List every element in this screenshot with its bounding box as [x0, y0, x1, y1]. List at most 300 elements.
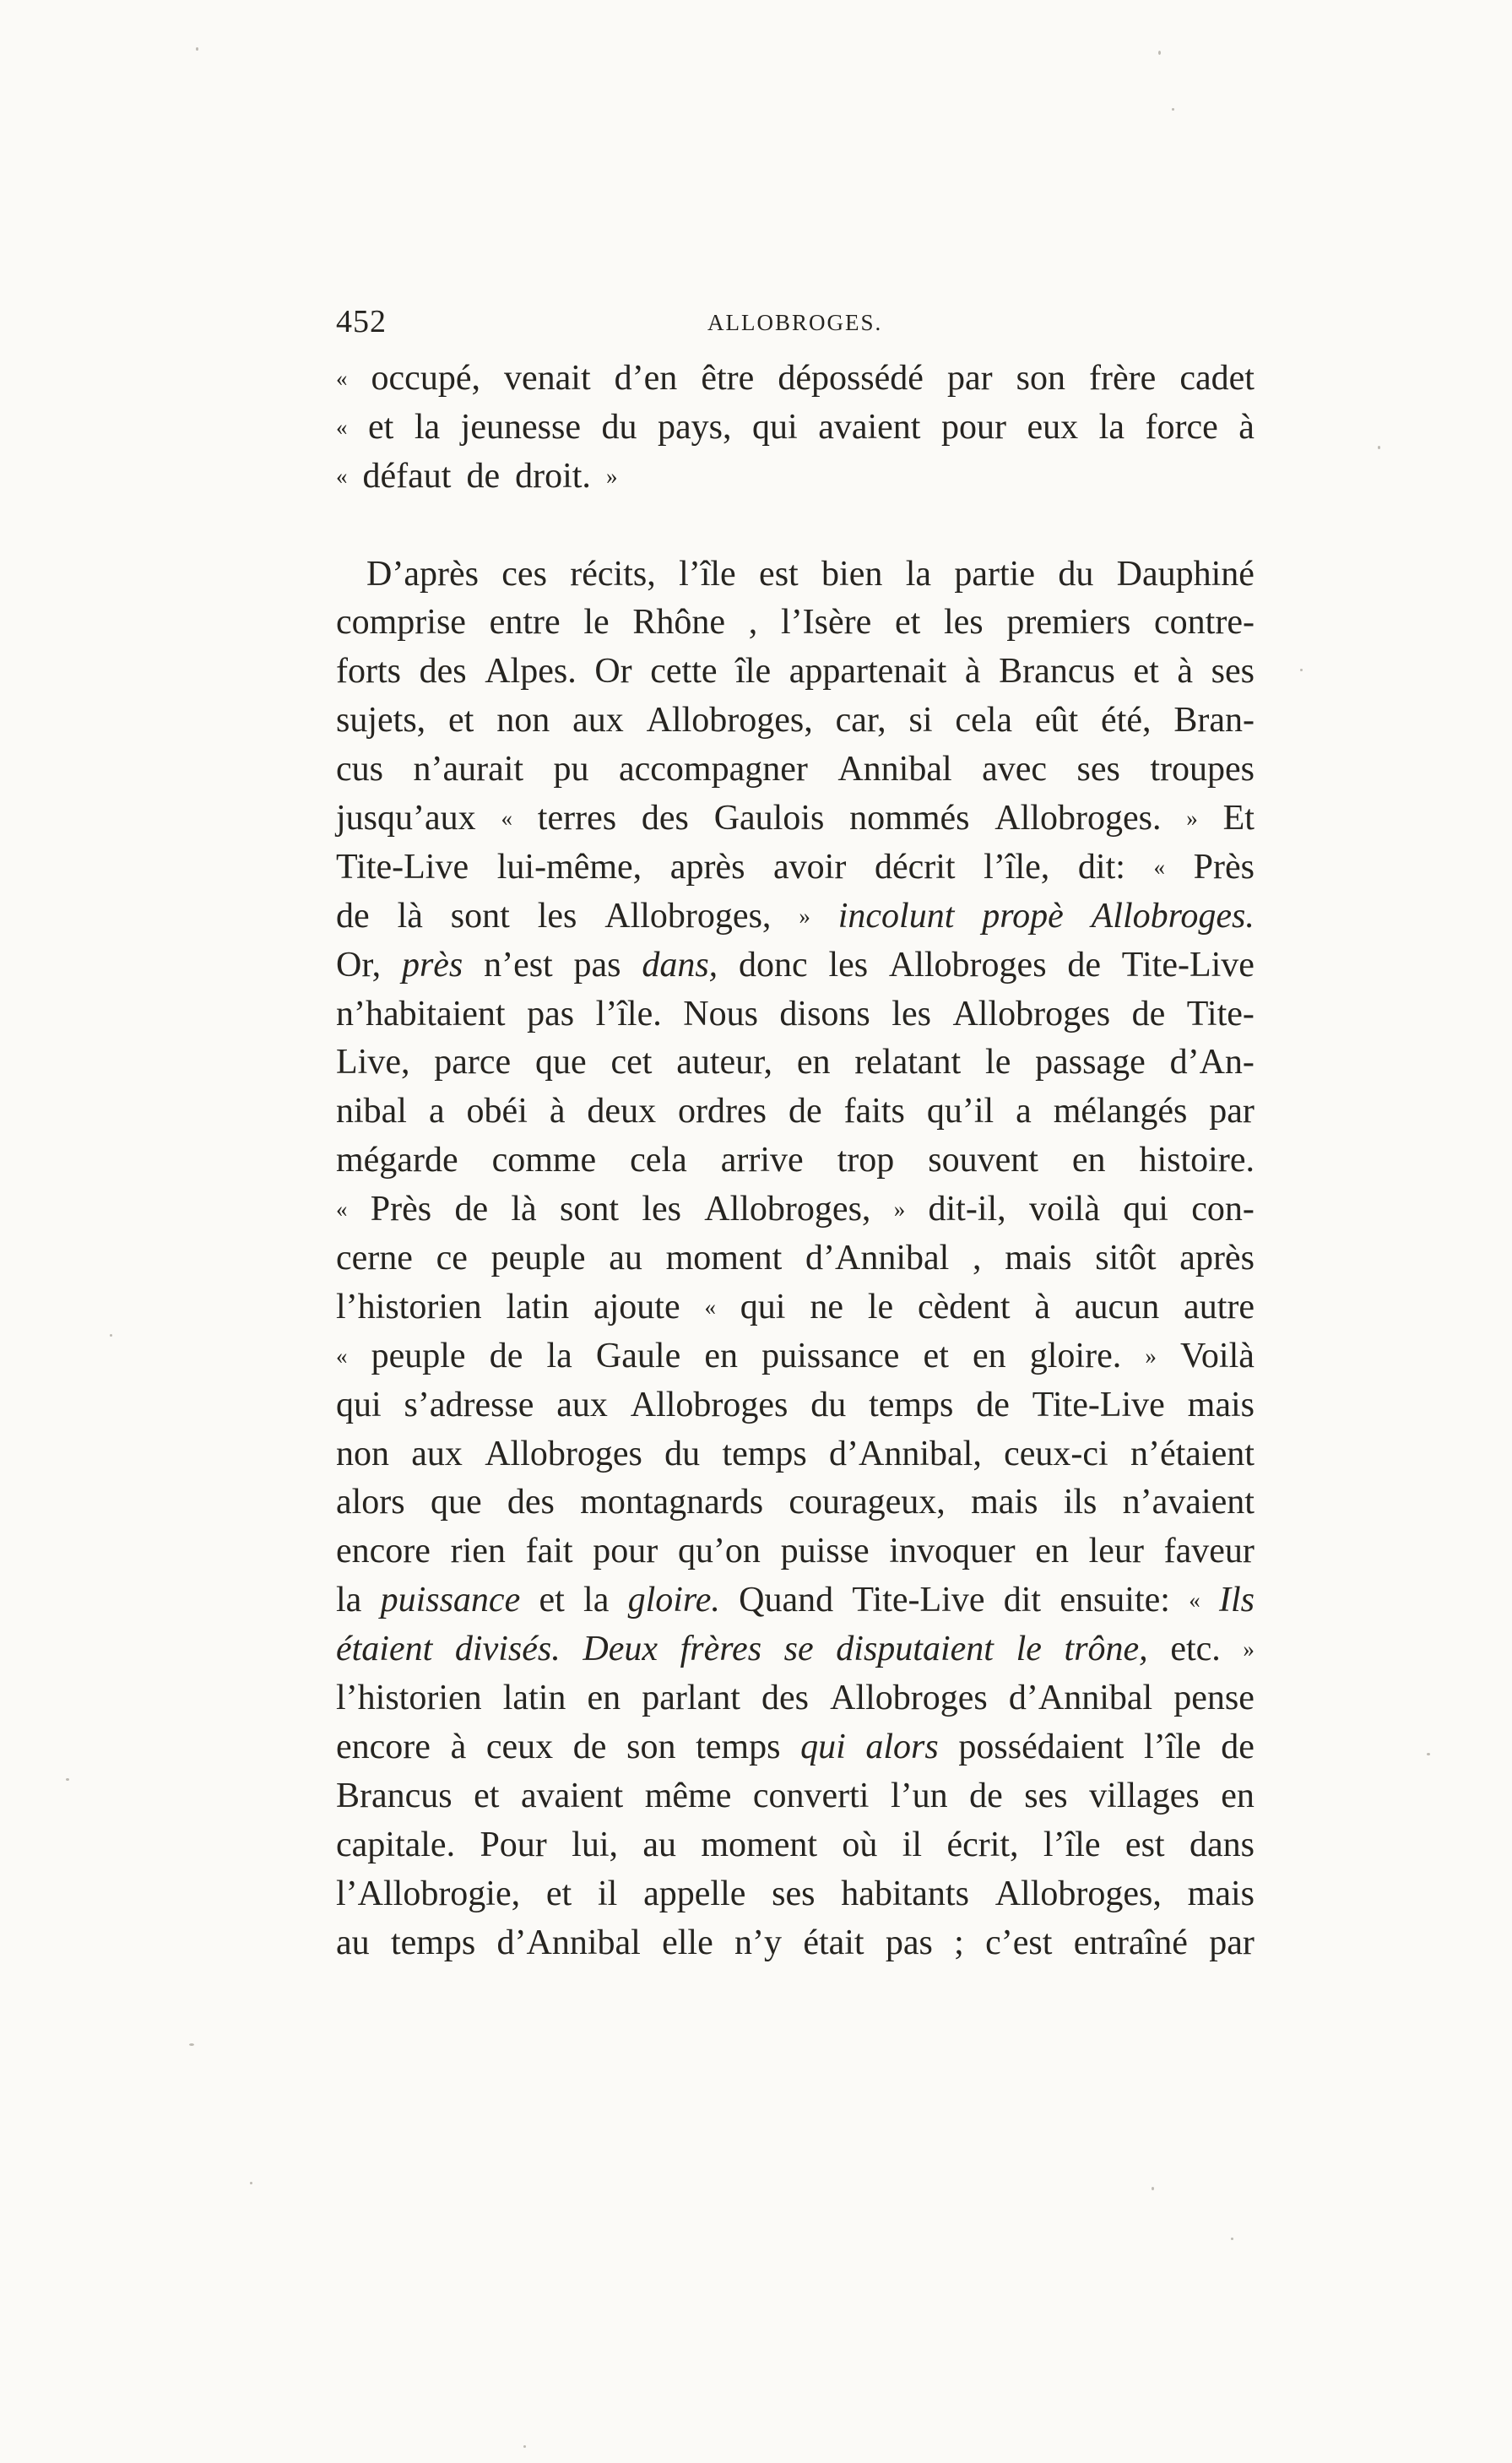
- word: l’île.: [595, 994, 662, 1033]
- word: du: [664, 1434, 701, 1473]
- word: Or: [594, 652, 632, 692]
- scan-speck: [250, 2182, 252, 2184]
- word: le: [583, 603, 610, 643]
- text-line: [336, 551, 1255, 599]
- word: cus: [336, 750, 383, 789]
- word: faveur: [1163, 1532, 1255, 1571]
- word: ses: [1211, 652, 1255, 692]
- word: près: [401, 945, 463, 985]
- word: contre-: [1154, 603, 1255, 643]
- word: les: [537, 896, 577, 936]
- word: n’étaient: [1130, 1434, 1255, 1473]
- word: à: [1238, 407, 1255, 447]
- word: nibal: [336, 1092, 407, 1131]
- word: Allobroges,: [704, 1190, 871, 1229]
- word: puissance: [761, 1336, 900, 1375]
- word: troupes: [1150, 750, 1255, 789]
- word: sont: [450, 896, 510, 936]
- word: qui: [800, 1727, 846, 1766]
- word: histoire.: [1139, 1141, 1255, 1180]
- scan-speck: [1231, 2238, 1233, 2240]
- word: dit: [1003, 1581, 1042, 1620]
- word: ne: [810, 1287, 843, 1326]
- word: avec: [982, 750, 1048, 789]
- word: pas: [527, 994, 575, 1033]
- word: ceux-ci: [1004, 1434, 1108, 1473]
- word: pense: [1173, 1679, 1255, 1718]
- word: à: [1177, 652, 1193, 692]
- word: par: [1209, 1092, 1255, 1131]
- word: être: [701, 359, 755, 398]
- word: du: [810, 1385, 847, 1424]
- word: l’Isère: [780, 603, 872, 643]
- word: à: [964, 652, 981, 692]
- word: écrit,: [946, 1825, 1019, 1864]
- word: aux: [556, 1385, 608, 1424]
- word: encore: [336, 1727, 431, 1766]
- word: passage: [1035, 1043, 1146, 1082]
- word: courageux,: [789, 1483, 946, 1522]
- word: que: [535, 1043, 587, 1082]
- word: pas: [573, 945, 621, 985]
- word: souvent: [928, 1141, 1038, 1180]
- text-line: [336, 1039, 1255, 1088]
- word: son: [1016, 359, 1065, 398]
- word: qui: [740, 1287, 786, 1326]
- word: avaient: [818, 407, 921, 447]
- word: ensuite:: [1059, 1581, 1170, 1620]
- word: par: [946, 359, 993, 398]
- word: puisse: [780, 1532, 870, 1571]
- word: l’un: [890, 1776, 948, 1815]
- word: ;: [954, 1923, 964, 1962]
- word: temps: [696, 1727, 781, 1766]
- word: est: [1125, 1825, 1165, 1864]
- word: à: [450, 1727, 467, 1766]
- text-line: [336, 1430, 1255, 1479]
- word: «: [501, 806, 512, 832]
- word: mais: [1187, 1874, 1255, 1913]
- word: l’historien: [336, 1679, 482, 1718]
- word: de: [1131, 994, 1166, 1033]
- word: l’île: [1043, 1825, 1101, 1864]
- text-line: [336, 1137, 1255, 1185]
- word: cela: [630, 1141, 687, 1180]
- word: au: [336, 1923, 370, 1962]
- word: et: [448, 701, 474, 741]
- word: pays,: [658, 407, 732, 447]
- word: partie: [954, 554, 1035, 594]
- word: obéi: [466, 1092, 528, 1131]
- scan-speck: [523, 2445, 526, 2448]
- word: disons: [779, 994, 870, 1033]
- word: Allobroges.: [1091, 896, 1255, 936]
- word: »: [1243, 1636, 1255, 1663]
- word: l’Allobrogie,: [336, 1874, 521, 1913]
- word: du: [601, 407, 637, 447]
- word: d’Annibal,: [829, 1434, 982, 1473]
- text-line: [336, 1332, 1255, 1381]
- word: eût: [1034, 701, 1079, 741]
- text-line: [336, 404, 1255, 453]
- word: le: [867, 1287, 894, 1326]
- word: propè: [982, 896, 1064, 936]
- word: disputaient: [836, 1630, 994, 1669]
- word: Rhône: [632, 603, 726, 643]
- text-line: [336, 795, 1255, 844]
- word: qu’il: [926, 1092, 994, 1131]
- word: et: [894, 603, 921, 643]
- word: entraîné: [1073, 1923, 1188, 1962]
- word: Live,: [336, 1043, 410, 1082]
- word: converti: [752, 1776, 870, 1815]
- word: Deux: [583, 1630, 658, 1669]
- word: récits,: [570, 554, 656, 594]
- word: Allobroges: [952, 994, 1111, 1033]
- running-head: ALLOBROGES.: [707, 310, 883, 335]
- word: d’en: [614, 359, 678, 398]
- word: Allobroges,: [604, 896, 772, 936]
- word: dépossédé: [778, 359, 924, 398]
- word: cèdent: [917, 1287, 1011, 1326]
- word: Allobroges: [888, 945, 1047, 985]
- text-line: [336, 599, 1255, 648]
- word: frère: [1089, 359, 1157, 398]
- word: Tite-Live: [852, 1581, 985, 1620]
- word: gloire.: [627, 1581, 720, 1620]
- page-number: 452: [336, 304, 387, 339]
- word: donc: [738, 945, 808, 985]
- word: Près: [370, 1190, 432, 1229]
- word: rien: [450, 1532, 506, 1571]
- word: aux: [572, 701, 624, 741]
- word: Brancus: [999, 652, 1115, 692]
- word: trop: [837, 1141, 895, 1180]
- word: du: [1058, 554, 1094, 594]
- word: divisés.: [454, 1630, 561, 1669]
- word: il: [902, 1825, 923, 1864]
- text-line: [336, 1283, 1255, 1332]
- word: entre: [489, 603, 561, 643]
- word: Ils: [1218, 1581, 1255, 1620]
- scan-speck: [1158, 51, 1161, 55]
- word: où: [842, 1825, 878, 1864]
- word: mais: [1005, 1239, 1072, 1278]
- word: pour: [593, 1532, 658, 1571]
- text-line: [336, 990, 1255, 1039]
- word: etc.: [1170, 1630, 1221, 1669]
- word: n’habitaient: [336, 994, 506, 1033]
- word: »: [893, 1196, 906, 1223]
- word: moment: [701, 1825, 818, 1864]
- page-header: [336, 301, 1256, 343]
- word: de: [572, 1727, 607, 1766]
- word: qu’on: [677, 1532, 761, 1571]
- text-line: [336, 648, 1255, 697]
- word: même: [644, 1776, 732, 1815]
- word: Pour: [480, 1825, 547, 1864]
- text-line: [336, 1674, 1255, 1723]
- word: lui,: [572, 1825, 618, 1864]
- word: alors: [336, 1483, 405, 1522]
- word: pour: [940, 407, 1006, 447]
- text-line: [336, 746, 1255, 795]
- text-line: [336, 941, 1255, 990]
- word: était: [803, 1923, 864, 1962]
- word: peuple: [490, 1239, 586, 1278]
- word: se: [783, 1630, 814, 1669]
- word: qui: [336, 1385, 382, 1424]
- word: puissance: [380, 1581, 521, 1620]
- word: cela: [955, 701, 1013, 741]
- text-line: [336, 453, 1255, 502]
- word: non: [496, 701, 550, 741]
- word: lui-même,: [496, 847, 642, 887]
- word: d’Annibal: [805, 1239, 950, 1278]
- word: occupé,: [371, 359, 480, 398]
- word: été,: [1101, 701, 1152, 741]
- word: eux: [1027, 407, 1079, 447]
- word: la: [1098, 407, 1125, 447]
- word: fait: [525, 1532, 573, 1571]
- word: dit:: [1077, 847, 1125, 887]
- word: ils: [1063, 1483, 1097, 1522]
- word: à: [549, 1092, 566, 1131]
- word: et: [923, 1336, 949, 1375]
- word: au: [609, 1239, 642, 1278]
- word: comprise: [336, 603, 466, 643]
- word: d’Annibal: [1008, 1679, 1153, 1718]
- paragraph-break: [336, 502, 1255, 551]
- word: après: [1179, 1239, 1255, 1278]
- word: nommés: [849, 799, 970, 838]
- scan-speck: [189, 2043, 194, 2046]
- word: défaut: [362, 456, 452, 496]
- word: dans,: [642, 945, 718, 985]
- text-line: [336, 1234, 1255, 1283]
- word: voilà: [1028, 1190, 1100, 1229]
- word: «: [336, 463, 348, 489]
- word: trône,: [1064, 1630, 1148, 1669]
- word: cadet: [1179, 359, 1255, 398]
- word: Allobroges: [485, 1434, 642, 1473]
- word: incolunt: [837, 896, 955, 936]
- word: l’île: [1143, 1727, 1201, 1766]
- text-line: [336, 1772, 1255, 1821]
- word: Allobroges,: [646, 701, 813, 741]
- word: cette: [650, 652, 718, 692]
- scan-speck: [1152, 2187, 1154, 2190]
- word: au: [642, 1825, 677, 1864]
- word: arrive: [720, 1141, 804, 1180]
- word: Or,: [336, 945, 382, 985]
- word: par: [1209, 1923, 1255, 1962]
- word: encore: [336, 1532, 431, 1571]
- word: Quand: [739, 1581, 834, 1620]
- word: bien: [821, 554, 883, 594]
- word: de: [489, 1336, 523, 1375]
- word: aucun: [1074, 1287, 1160, 1326]
- word: là: [511, 1190, 537, 1229]
- word: car,: [835, 701, 886, 741]
- word: temps: [722, 1434, 807, 1473]
- word: Gaulois: [713, 799, 825, 838]
- word: relatant: [854, 1043, 962, 1082]
- word: est: [759, 554, 799, 594]
- word: appelle: [643, 1874, 746, 1913]
- word: la: [546, 1336, 572, 1375]
- word: des: [761, 1679, 809, 1718]
- scan-speck: [1300, 669, 1303, 671]
- word: latin: [506, 1287, 570, 1326]
- word: Près: [1193, 847, 1255, 887]
- word: leur: [1088, 1532, 1144, 1571]
- word: le: [985, 1043, 1011, 1082]
- scan-speck: [196, 47, 198, 51]
- word: Allobroges: [630, 1385, 789, 1424]
- word: accompagner: [619, 750, 808, 789]
- word: parce: [434, 1043, 512, 1082]
- word: les: [828, 945, 869, 985]
- word: Et: [1222, 799, 1255, 838]
- text-line: [336, 1821, 1255, 1870]
- word: «: [336, 366, 348, 391]
- word: n’est: [484, 945, 553, 985]
- word: les: [642, 1190, 681, 1229]
- word: et: [1133, 652, 1159, 692]
- word: en: [1071, 1141, 1106, 1180]
- word: d’An-: [1169, 1043, 1255, 1082]
- word: les: [891, 994, 931, 1033]
- word: de: [969, 1776, 1003, 1815]
- word: là: [397, 896, 423, 936]
- word: de: [336, 896, 370, 936]
- word: Annibal: [837, 750, 952, 789]
- text-line: [336, 1870, 1255, 1919]
- word: et: [368, 407, 394, 447]
- word: n’aurait: [413, 750, 524, 789]
- word: gloire.: [1029, 1336, 1122, 1375]
- word: de: [788, 1092, 822, 1131]
- word: comme: [491, 1141, 597, 1180]
- body-text: [336, 355, 1255, 1967]
- word: des: [507, 1483, 555, 1522]
- word: mais: [1187, 1385, 1255, 1424]
- word: la: [336, 1581, 362, 1620]
- word: l’historien: [336, 1287, 482, 1326]
- word: Allobroges.: [994, 799, 1162, 838]
- word: forts: [336, 652, 401, 692]
- word: s’adresse: [404, 1385, 534, 1424]
- word: «: [336, 1343, 348, 1369]
- word: étaient: [336, 1630, 433, 1669]
- word: cet: [610, 1043, 653, 1082]
- text-line: [336, 355, 1255, 404]
- text-line: [336, 1478, 1255, 1527]
- word: île: [735, 652, 772, 692]
- word: il: [598, 1874, 618, 1913]
- text-line: [336, 1625, 1255, 1674]
- scan-speck: [1172, 108, 1174, 111]
- word: appartenait: [789, 652, 947, 692]
- word: Bran-: [1173, 701, 1255, 741]
- word: à: [1034, 1287, 1051, 1326]
- word: Gaule: [595, 1336, 681, 1375]
- word: «: [1153, 854, 1166, 880]
- word: mégarde: [336, 1141, 458, 1180]
- word: invoquer: [889, 1532, 1016, 1571]
- word: Tite-Live: [1032, 1385, 1165, 1424]
- word: ajoute: [593, 1287, 680, 1326]
- text-line: [336, 1527, 1255, 1576]
- word: ce: [436, 1239, 468, 1278]
- word: Tite-: [1186, 994, 1255, 1033]
- word: con-: [1191, 1190, 1255, 1229]
- word: Tite-Live: [336, 847, 469, 887]
- word: temps: [869, 1385, 954, 1424]
- word: Dauphiné: [1116, 554, 1255, 594]
- word: possédaient: [958, 1727, 1125, 1766]
- scan-speck: [1378, 446, 1380, 449]
- word: avoir: [773, 847, 847, 887]
- word: de: [1221, 1727, 1255, 1766]
- word: capitale.: [336, 1825, 456, 1864]
- word: autre: [1184, 1287, 1255, 1326]
- word: que: [430, 1483, 482, 1522]
- word: ,: [973, 1239, 982, 1278]
- word: »: [1186, 806, 1198, 832]
- word: »: [799, 903, 810, 929]
- word: la: [905, 554, 932, 594]
- word: Allobroges: [830, 1679, 988, 1718]
- word: alors: [865, 1727, 939, 1766]
- text-line: [336, 892, 1255, 941]
- word: des: [641, 799, 689, 838]
- word: pu: [553, 750, 589, 789]
- word: les: [943, 603, 984, 643]
- word: peuple: [371, 1336, 466, 1375]
- word: son: [626, 1727, 676, 1766]
- word: et: [539, 1581, 565, 1620]
- text-line: [336, 1919, 1255, 1968]
- text-line: [336, 697, 1255, 746]
- text-line: [336, 1088, 1255, 1137]
- word: décrit: [874, 847, 956, 887]
- word: n’avaient: [1122, 1483, 1255, 1522]
- word: avaient: [520, 1776, 624, 1815]
- word: deux: [587, 1092, 657, 1131]
- word: pas: [885, 1923, 933, 1962]
- word: ,: [748, 603, 758, 643]
- word: ordres: [678, 1092, 767, 1131]
- word: Tite-Live: [1121, 945, 1255, 985]
- word: parlant: [642, 1679, 740, 1718]
- word: »: [1145, 1343, 1157, 1369]
- word: jusqu’aux: [336, 799, 476, 838]
- word: D’après: [366, 554, 479, 594]
- word: ceux: [485, 1727, 554, 1766]
- word: l’île,: [984, 847, 1050, 887]
- word: en: [796, 1043, 831, 1082]
- word: de: [466, 456, 501, 496]
- text-line: [336, 1576, 1255, 1625]
- scan-speck: [1427, 1753, 1430, 1755]
- word: faits: [843, 1092, 905, 1131]
- word: temps: [390, 1923, 476, 1962]
- word: des: [419, 652, 467, 692]
- scan-speck: [66, 1778, 69, 1781]
- word: «: [336, 1196, 348, 1223]
